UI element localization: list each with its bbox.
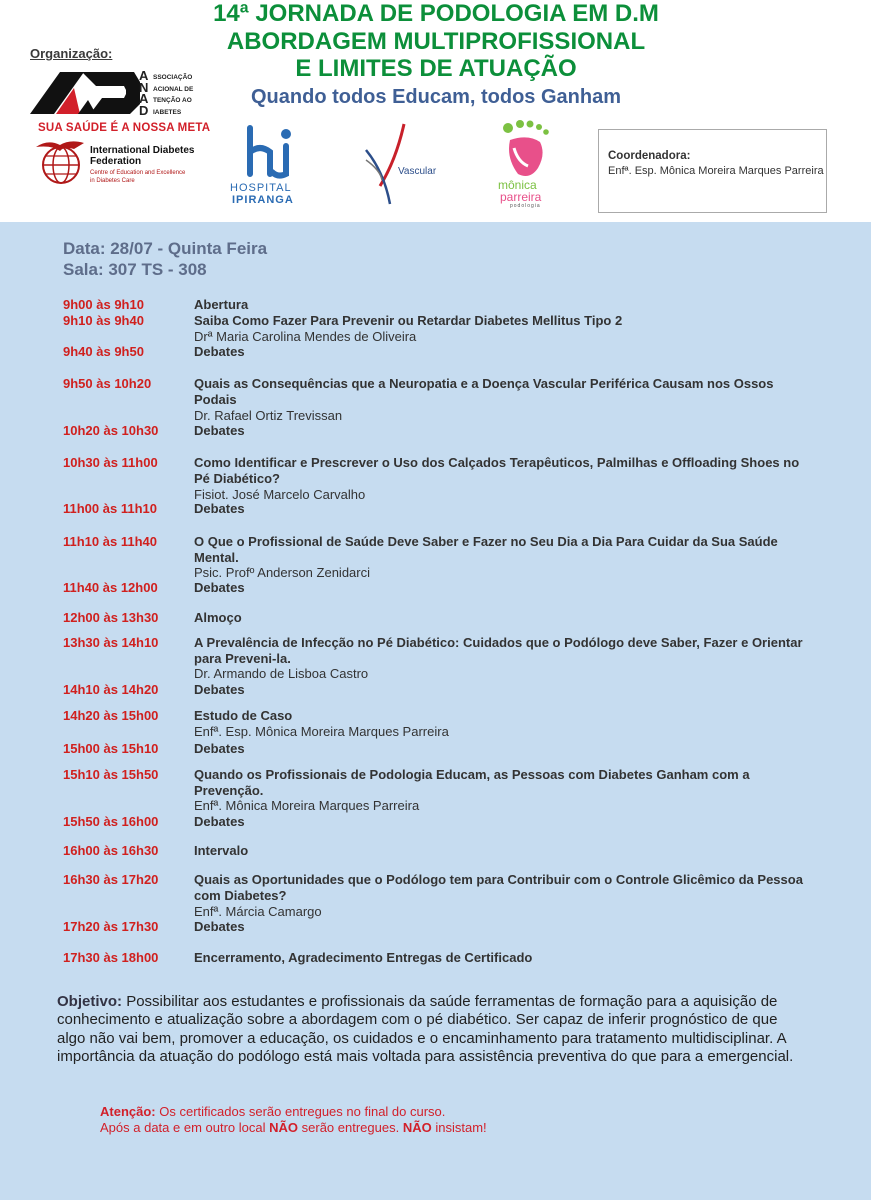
schedule-time: 13h30 às 14h10 bbox=[63, 635, 159, 650]
schedule-speaker: Enfª. Esp. Mônica Moreira Marques Parreira bbox=[194, 724, 449, 739]
schedule-activity: Debates bbox=[194, 580, 245, 595]
schedule-activity: Quais as Consequências que a Neuropatia e a Doença Vascular Periférica Causam nos Ossos Podais bbox=[194, 376, 774, 407]
schedule-speaker: Enfª. Mônica Moreira Marques Parreira bbox=[194, 798, 420, 813]
hospital-line1: HOSPITAL bbox=[230, 182, 292, 194]
idf-sub-line2: in Diabetes Care bbox=[90, 177, 135, 184]
monica-line3: podologia bbox=[510, 203, 541, 209]
schedule-time: 9h10 às 9h40 bbox=[63, 313, 144, 328]
schedule-time: 9h40 às 9h50 bbox=[63, 344, 144, 359]
anad-letter: N bbox=[139, 79, 149, 95]
attention-label: Atenção: bbox=[100, 1104, 156, 1119]
objective-text: Possibilitar aos estudantes e profissionais da saúde ferramentas de formação para a aquisição de conhecimento e atualização sobre a abordagem com o pé diabético. Ser capaz de inferir prognóstico de que algo não vai bem, promover a educação, os cuidados e o encaminhamento para tratamento multidisciplinar. A importância da atuação do podólogo está mais voltada para assistência preventiva do que para a emergencial. bbox=[57, 993, 794, 1066]
event-date: Data: 28/07 - Quinta Feira bbox=[63, 239, 268, 258]
schedule-time: 10h20 às 10h30 bbox=[63, 423, 159, 438]
anad-line: SSOCIAÇÃO bbox=[153, 74, 193, 81]
subtitle: Quando todos Educam, todos Ganham bbox=[250, 86, 622, 108]
attention-line2-a: Após a data e em outro local bbox=[100, 1120, 266, 1135]
hi-logo-icon bbox=[228, 122, 314, 182]
attention-line1: Os certificados serão entregues no final do curso. bbox=[159, 1104, 446, 1119]
anad-tagline: SUA SAÚDE É A NOSSA META bbox=[38, 122, 211, 134]
objective-paragraph bbox=[57, 993, 797, 1067]
monica-line1: mônica bbox=[498, 178, 537, 192]
schedule-time: 15h50 às 16h00 bbox=[63, 814, 159, 829]
schedule-speaker: Dr. Rafael Ortiz Trevissan bbox=[194, 408, 343, 423]
schedule-time: 14h20 às 15h00 bbox=[63, 708, 159, 723]
vascular-text: Vascular bbox=[398, 166, 437, 177]
anad-letter: A bbox=[139, 91, 149, 106]
anad-letter: D bbox=[139, 102, 149, 118]
anad-line: ACIONAL DE bbox=[153, 85, 194, 93]
schedule-activity: Intervalo bbox=[194, 843, 249, 858]
attention-line2-b: serão entregues. bbox=[301, 1120, 400, 1135]
schedule-activity: Debates bbox=[194, 501, 245, 516]
schedule-time: 9h00 às 9h10 bbox=[63, 297, 144, 312]
schedule-time: 15h00 às 15h10 bbox=[63, 741, 159, 756]
anad-line: IABETES bbox=[153, 108, 182, 116]
schedule-time: 17h30 às 18h00 bbox=[63, 950, 159, 965]
schedule-activity: Estudo de Caso bbox=[194, 708, 293, 723]
schedule-activity: Quando os Profissionais de Podologia Educam, as Pessoas com Diabetes Ganham com a Prevenção. bbox=[194, 767, 750, 798]
coordinator-name: Enfª. Esp. Mônica Moreira Marques Parreira bbox=[608, 165, 824, 177]
schedule-activity: Debates bbox=[194, 423, 245, 438]
schedule-speaker: Dr. Armando de Lisboa Castro bbox=[194, 666, 369, 681]
anad-letter: A bbox=[139, 68, 149, 83]
title-line-1: 14ª JORNADA DE PODOLOGIA EM D.M bbox=[213, 0, 659, 27]
schedule-activity: Quais as Oportunidades que o Podólogo tem para Contribuir com o Controle Glicêmico da Pessoa com Diabetes? bbox=[194, 872, 803, 903]
idf-globe-icon bbox=[34, 137, 88, 185]
coordinator-title: Coordenadora: bbox=[608, 150, 691, 162]
schedule-speaker: Fisiot. José Marcelo Carvalho bbox=[194, 487, 366, 502]
schedule-time: 16h00 às 16h30 bbox=[63, 843, 159, 858]
schedule-activity: Debates bbox=[194, 919, 245, 934]
schedule-activity: Almoço bbox=[194, 610, 242, 625]
coordinator-box bbox=[598, 129, 827, 213]
schedule-speaker: Drª Maria Carolina Mendes de Oliveira bbox=[194, 329, 417, 344]
schedule-activity: Debates bbox=[194, 344, 245, 359]
schedule-time: 11h00 às 11h10 bbox=[63, 501, 157, 516]
idf-name-line1: International Diabetes bbox=[90, 145, 195, 156]
schedule-time: 16h30 às 17h20 bbox=[63, 872, 159, 887]
schedule-activity: A Prevalência de Infecção no Pé Diabético: Cuidados que o Podólogo deve Saber, Fazer e Orientar para Preveni-la. bbox=[194, 635, 803, 666]
attention-note bbox=[100, 1104, 487, 1136]
schedule-time: 14h10 às 14h20 bbox=[63, 682, 159, 697]
schedule-activity: Debates bbox=[194, 741, 245, 756]
schedule-activity: Encerramento, Agradecimento Entregas de Certificado bbox=[194, 950, 533, 965]
schedule-time: 9h50 às 10h20 bbox=[63, 376, 152, 391]
objective-label: Objetivo: bbox=[57, 993, 123, 1010]
schedule-activity: Saiba Como Fazer Para Prevenir ou Retardar Diabetes Mellitus Tipo 2 bbox=[194, 313, 623, 328]
schedule-activity: O Que o Profissional de Saúde Deve Saber e Fazer no Seu Dia a Dia Para Cuidar da Sua Saúde Mental. bbox=[194, 534, 778, 565]
anad-logo bbox=[30, 70, 140, 116]
hospital-line2: IPIRANGA bbox=[232, 194, 294, 206]
event-room: Sala: 307 TS - 308 bbox=[63, 260, 207, 279]
attention-line2-c: insistam! bbox=[435, 1120, 487, 1135]
organization-label: Organização: bbox=[30, 46, 113, 61]
event-info bbox=[63, 238, 267, 280]
schedule-time: 17h20 às 17h30 bbox=[63, 919, 159, 934]
vascular-logo bbox=[360, 120, 436, 206]
idf-sub-line1: Centre of Education and Excellence bbox=[90, 170, 186, 176]
schedule-time: 10h30 às 11h00 bbox=[63, 455, 158, 470]
anad-line: TENÇÃO AO bbox=[153, 97, 192, 104]
schedule-speaker: Enfª. Márcia Camargo bbox=[194, 904, 322, 919]
schedule-time: 11h10 às 11h40 bbox=[63, 534, 157, 549]
foot-logo-icon bbox=[496, 118, 560, 180]
schedule-time: 11h40 às 12h00 bbox=[63, 580, 158, 595]
schedule-time: 15h10 às 15h50 bbox=[63, 767, 159, 782]
attention-nao-1: NÃO bbox=[269, 1120, 299, 1135]
attention-nao-2: NÃO bbox=[402, 1120, 432, 1135]
idf-name-line2: Federation bbox=[90, 156, 142, 167]
schedule-speaker: Psic. Profº Anderson Zenidarci bbox=[194, 565, 370, 580]
schedule-activity: Debates bbox=[194, 682, 245, 697]
header bbox=[0, 0, 871, 222]
idf-text bbox=[90, 145, 194, 185]
monica-line2: parreira bbox=[500, 190, 542, 204]
title-line-3: E LIMITES DE ATUAÇÃO bbox=[295, 55, 577, 82]
title-line-2: ABORDAGEM MULTIPROFISSIONAL bbox=[226, 28, 646, 55]
vascular-logo-icon bbox=[360, 120, 436, 206]
schedule-activity: Abertura bbox=[194, 297, 249, 312]
hospital-ipiranga-logo bbox=[228, 122, 314, 208]
schedule-activity: Como Identificar e Prescrever o Uso dos Calçados Terapêuticos, Palmilhas e Offloading Shoes no Pé Diabético? bbox=[194, 455, 800, 486]
schedule-activity: Debates bbox=[194, 814, 245, 829]
monica-parreira-logo bbox=[496, 118, 560, 210]
schedule-time: 12h00 às 13h30 bbox=[63, 610, 159, 625]
